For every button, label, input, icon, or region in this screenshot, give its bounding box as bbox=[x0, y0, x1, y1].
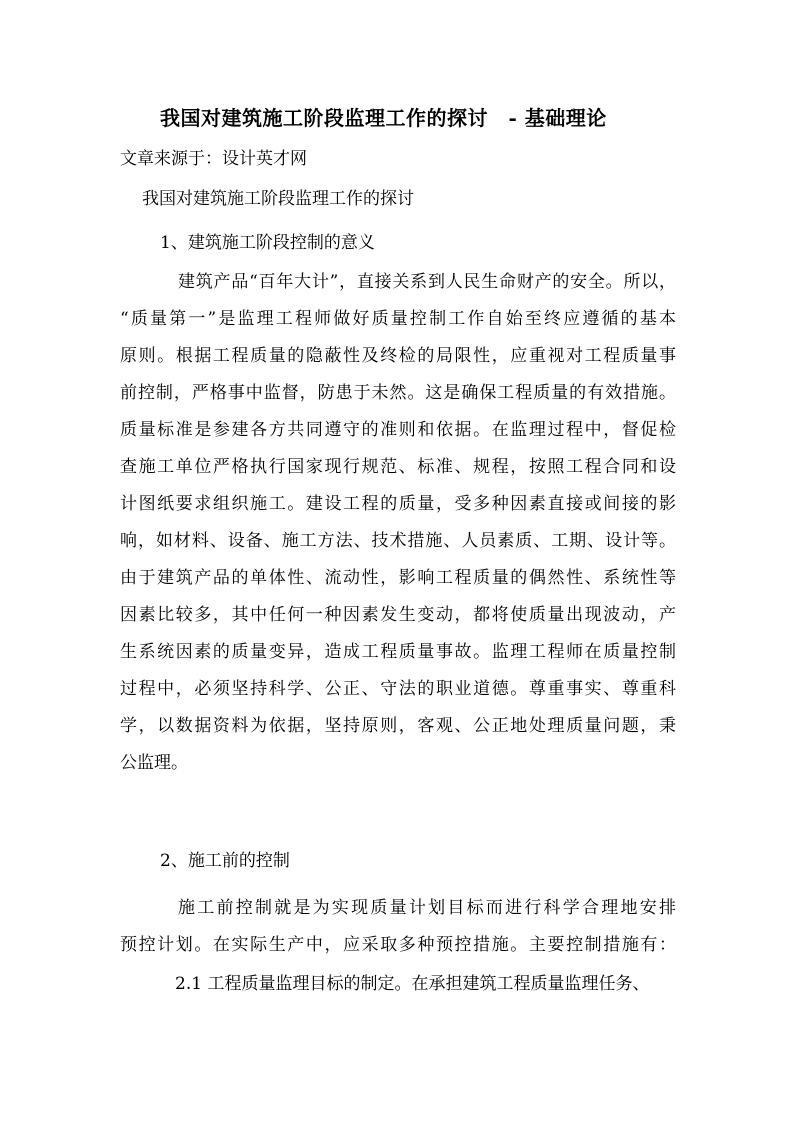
paragraph-line: 原则。根据工程质量的隐蔽性及终检的局限性，应重视对工程质量事 bbox=[120, 346, 676, 366]
paragraph-line: 查施工单位严格执行国家现行规范、标准、规程，按照工程合同和设 bbox=[120, 457, 676, 477]
paragraph-line: 因素比较多，其中任何一种因素发生变动，都将使质量出现波动，产 bbox=[120, 605, 676, 625]
document-subtitle: 我国对建筑施工阶段监理工作的探讨 bbox=[142, 189, 414, 209]
section-2-paragraph bbox=[120, 890, 676, 964]
section-1-paragraph bbox=[120, 264, 676, 782]
paragraph-line: 由于建筑产品的单体性、流动性，影响工程质量的偶然性、系统性等 bbox=[120, 568, 676, 588]
document-title: 我国对建筑施工阶段监理工作的探讨 - 基础理论 bbox=[160, 106, 607, 130]
paragraph-line: 生系统因素的质量变异，造成工程质量事故。监理工程师在质量控制 bbox=[120, 642, 676, 662]
paragraph-line: 建筑产品“百年大计”，直接关系到人民生命财产的安全。所以， bbox=[178, 272, 676, 292]
sub-item-2-1: 2.1 工程质量监理目标的制定。在承担建筑工程质量监理任务、 bbox=[175, 974, 650, 994]
paragraph-line: 公监理。 bbox=[120, 753, 188, 773]
paragraph-line: 预控计划。在实际生产中，应采取多种预控措施。主要控制措施有： bbox=[120, 935, 676, 955]
paragraph-line: 前控制，严格事中监督，防患于未然。这是确保工程质量的有效措施。 bbox=[120, 383, 676, 403]
paragraph-line: 施工前控制就是为实现质量计划目标而进行科学合理地安排 bbox=[178, 898, 676, 918]
paragraph-line: 计图纸要求组织施工。建设工程的质量，受多种因素直接或间接的影 bbox=[120, 494, 676, 514]
article-source: 文章来源于：设计英才网 bbox=[120, 149, 307, 169]
paragraph-line: “质量第一”是监理工程师做好质量控制工作自始至终应遵循的基本 bbox=[120, 309, 676, 329]
section-heading-2: 2、施工前的控制 bbox=[160, 851, 290, 871]
section-heading-1: 1、建筑施工阶段控制的意义 bbox=[160, 233, 375, 253]
paragraph-line: 响，如材料、设备、施工方法、技术措施、人员素质、工期、设计等。 bbox=[120, 531, 676, 551]
paragraph-line: 过程中，必须坚持科学、公正、守法的职业道德。尊重事实、尊重科 bbox=[120, 679, 676, 699]
paragraph-line: 学，以数据资料为依据，坚持原则，客观、公正地处理质量问题，秉 bbox=[120, 716, 676, 736]
paragraph-line: 质量标准是参建各方共同遵守的准则和依据。在监理过程中，督促检 bbox=[120, 420, 676, 440]
